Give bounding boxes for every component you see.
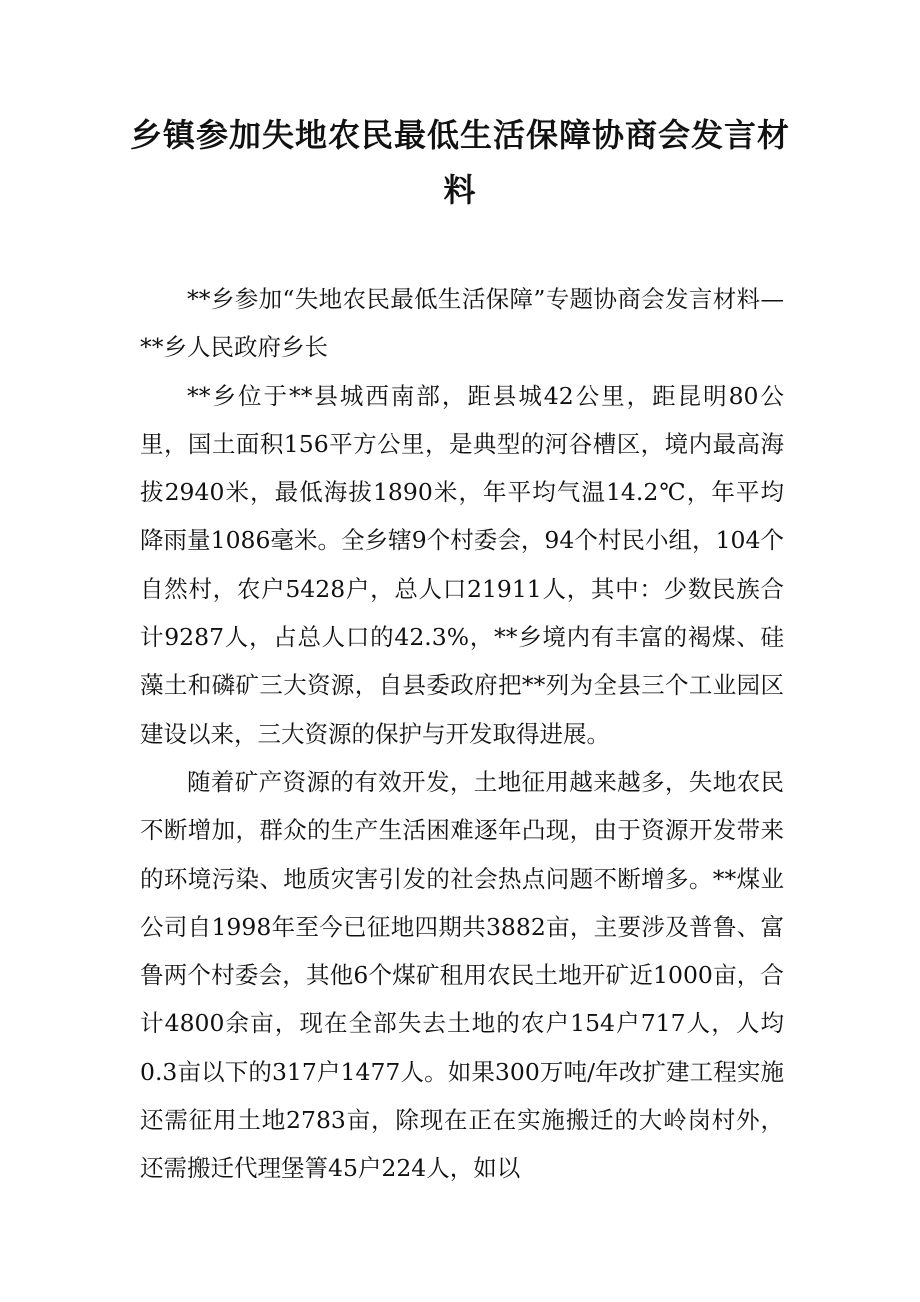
paragraph-subtitle: **乡参加“失地农民最低生活保障”专题协商会发言材料—**乡人民政府乡长 <box>140 285 784 362</box>
document-body <box>140 275 784 1193</box>
paragraph-overview: **乡位于**县城西南部，距县城42公里，距昆明80公里，国土面积156平方公里，是典型的河谷槽区，境内最高海拔2940米，最低海拔1890米，年平均气温14.2℃，年平均降雨量1086毫米。全乡辖9个村委会，94个村民小组，104个自然村，农户5428户，总人口21911人，其中：少数民族合计9287人，占总人口的42.3%，**乡境内有丰富的褐煤、硅藻土和磷矿三大资源，自县委政府把**列为全县三个工业园区建设以来，三大资源的保护与开发取得进展。 <box>140 381 784 748</box>
paragraph-land-loss: 随着矿产资源的有效开发，土地征用越来越多，失地农民不断增加，群众的生产生活困难逐年凸现，由于资源开发带来的环境污染、地质灾害引发的社会热点问题不断增多。**煤业公司自1998年至今已征地四期共3882亩，主要涉及普鲁、富鲁两个村委会，其他6个煤矿租用农民土地开矿近1000亩，合计4800余亩，现在全部失去土地的农户154户717人，人均0.3亩以下的317户1477人。如果300万吨/年改扩建工程实施还需征用土地2783亩，除现在正在实施搬迁的大岭岗村外，还需搬迁代理堡箐45户224人，如以 <box>140 767 784 1183</box>
document-title: 乡镇参加失地农民最低生活保障协商会发言材料 <box>130 116 791 209</box>
